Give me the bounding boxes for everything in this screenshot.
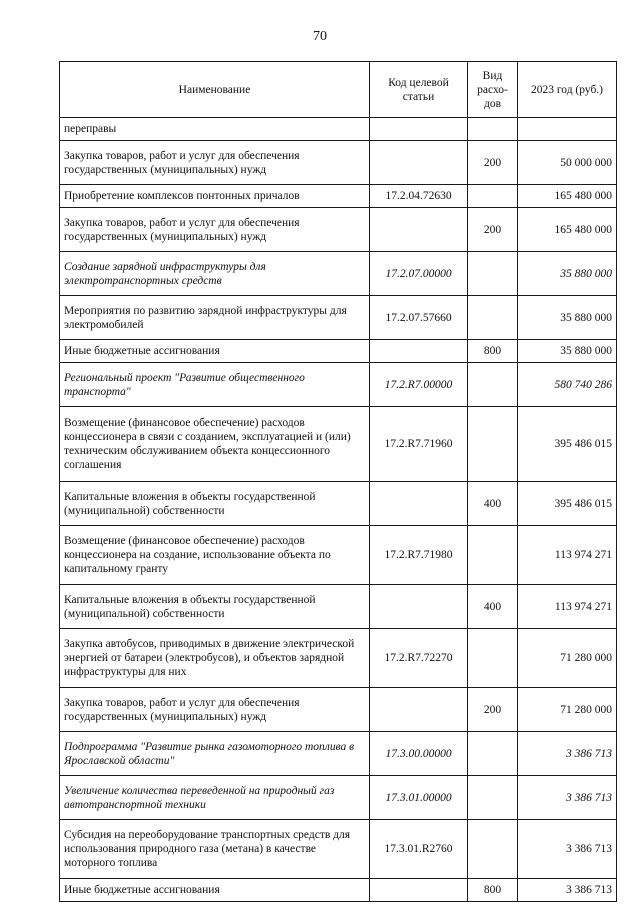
table-row	[60, 340, 617, 363]
table-row	[60, 776, 617, 820]
row-type-cell: 400	[468, 482, 518, 526]
header-code: Код целевой статьи	[370, 62, 468, 118]
table-row	[60, 526, 617, 585]
row-name-cell: Создание зарядной инфраструктуры для электротранспортных средств	[60, 252, 370, 296]
row-type-cell	[468, 526, 518, 585]
row-code-cell	[370, 585, 468, 629]
row-amount-cell: 395 486 015	[518, 482, 617, 526]
row-type-cell: 200	[468, 688, 518, 732]
table-row	[60, 407, 617, 482]
row-name-cell: Иные бюджетные ассигнования	[60, 340, 370, 363]
row-name-cell: Увеличение количества переведенной на природный газ автотранспортной техники	[60, 776, 370, 820]
row-code-cell: 17.2.R7.71980	[370, 526, 468, 585]
row-type-cell: 400	[468, 585, 518, 629]
row-amount-cell: 50 000 000	[518, 141, 617, 185]
row-code-cell: 17.3.01.00000	[370, 776, 468, 820]
row-code-cell: 17.2.07.00000	[370, 252, 468, 296]
row-amount-cell: 3 386 713	[518, 820, 617, 879]
table-header-row	[60, 62, 617, 118]
row-type-cell	[468, 296, 518, 340]
row-code-cell: 17.3.01.R2760	[370, 820, 468, 879]
row-amount-cell: 71 280 000	[518, 629, 617, 688]
row-code-cell: 17.2.R7.72270	[370, 629, 468, 688]
table-row	[60, 629, 617, 688]
row-amount-cell: 35 880 000	[518, 252, 617, 296]
row-type-cell	[468, 252, 518, 296]
row-type-cell: 200	[468, 208, 518, 252]
row-name-cell: Закупка товаров, работ и услуг для обеспечения государственных (муниципальных) нужд	[60, 688, 370, 732]
table-row	[60, 252, 617, 296]
row-name-cell: Субсидия на переоборудование транспортных средств для использования природного газа (метана) в качестве моторного топлива	[60, 820, 370, 879]
row-amount-cell: 113 974 271	[518, 585, 617, 629]
row-amount-cell: 35 880 000	[518, 296, 617, 340]
row-name-cell: Закупка товаров, работ и услуг для обеспечения государственных (муниципальных) нужд	[60, 141, 370, 185]
row-type-cell	[468, 118, 518, 141]
row-amount-cell: 113 974 271	[518, 526, 617, 585]
row-code-cell	[370, 208, 468, 252]
row-name-cell: Капитальные вложения в объекты государственной (муниципальной) собственности	[60, 482, 370, 526]
row-type-cell: 800	[468, 879, 518, 902]
row-type-cell: 800	[468, 340, 518, 363]
row-type-cell	[468, 732, 518, 776]
row-name-cell: Мероприятия по развитию зарядной инфраструктуры для электромобилей	[60, 296, 370, 340]
row-type-cell	[468, 629, 518, 688]
row-name-cell: Приобретение комплексов понтонных причалов	[60, 185, 370, 208]
table-row	[60, 879, 617, 902]
table-row	[60, 482, 617, 526]
row-type-cell	[468, 776, 518, 820]
page-number: 70	[313, 29, 327, 44]
table-row	[60, 208, 617, 252]
row-amount-cell: 395 486 015	[518, 407, 617, 482]
row-name-cell: Закупка автобусов, приводимых в движение электрической энергией от батареи (электробусов), и объектов зарядной инфраструктуры для них	[60, 629, 370, 688]
row-type-cell	[468, 363, 518, 407]
row-code-cell	[370, 141, 468, 185]
row-amount-cell: 3 386 713	[518, 879, 617, 902]
row-type-cell	[468, 185, 518, 208]
row-type-cell: 200	[468, 141, 518, 185]
row-code-cell: 17.2.07.57660	[370, 296, 468, 340]
row-name-cell: Возмещение (финансовое обеспечение) расходов концессионера на создание, использование объекта по капитальному гранту	[60, 526, 370, 585]
row-code-cell	[370, 118, 468, 141]
table-row	[60, 118, 617, 141]
table-row	[60, 732, 617, 776]
row-type-cell	[468, 820, 518, 879]
row-name-cell: Возмещение (финансовое обеспечение) расходов концессионера в связи с созданием, эксплуатацией и (или) техническим обслуживанием объекта концессионного соглашения	[60, 407, 370, 482]
row-code-cell	[370, 482, 468, 526]
table-row	[60, 585, 617, 629]
row-amount-cell: 3 386 713	[518, 776, 617, 820]
header-type: Вид расхо-дов	[468, 62, 518, 118]
row-code-cell	[370, 879, 468, 902]
row-amount-cell: 580 740 286	[518, 363, 617, 407]
table-row	[60, 296, 617, 340]
header-name: Наименование	[60, 62, 370, 118]
row-amount-cell	[518, 118, 617, 141]
header-amount: 2023 год (руб.)	[518, 62, 617, 118]
table-row	[60, 688, 617, 732]
row-code-cell: 17.2.R7.71960	[370, 407, 468, 482]
budget-table	[59, 61, 617, 902]
row-name-cell: Иные бюджетные ассигнования	[60, 879, 370, 902]
row-amount-cell: 3 386 713	[518, 732, 617, 776]
row-code-cell	[370, 340, 468, 363]
table-row	[60, 185, 617, 208]
row-amount-cell: 71 280 000	[518, 688, 617, 732]
row-amount-cell: 165 480 000	[518, 208, 617, 252]
row-code-cell: 17.3.00.00000	[370, 732, 468, 776]
row-name-cell: Региональный проект "Развитие общественного транспорта"	[60, 363, 370, 407]
row-name-cell: Закупка товаров, работ и услуг для обеспечения государственных (муниципальных) нужд	[60, 208, 370, 252]
table-body	[60, 118, 617, 902]
row-amount-cell: 165 480 000	[518, 185, 617, 208]
row-code-cell: 17.2.R7.00000	[370, 363, 468, 407]
table-row	[60, 141, 617, 185]
row-code-cell: 17.2.04.72630	[370, 185, 468, 208]
row-name-cell: переправы	[60, 118, 370, 141]
row-amount-cell: 35 880 000	[518, 340, 617, 363]
row-name-cell: Подпрограмма "Развитие рынка газомоторного топлива в Ярославской области"	[60, 732, 370, 776]
table-row	[60, 363, 617, 407]
row-type-cell	[468, 407, 518, 482]
row-code-cell	[370, 688, 468, 732]
row-name-cell: Капитальные вложения в объекты государственной (муниципальной) собственности	[60, 585, 370, 629]
table-row	[60, 820, 617, 879]
